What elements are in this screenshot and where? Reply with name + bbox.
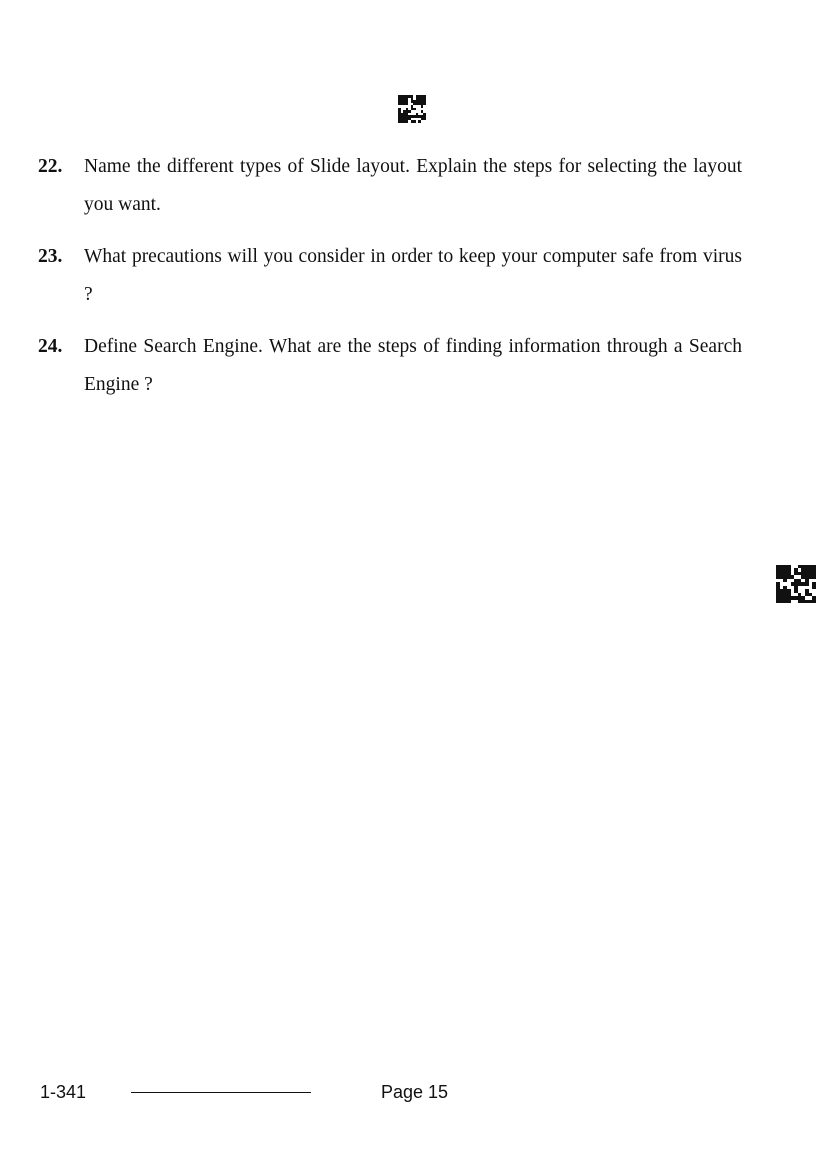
question-23 (38, 238, 742, 314)
question-22 (38, 148, 742, 224)
question-number: 23. (38, 246, 63, 267)
qr-module (812, 600, 816, 603)
paper-code: 1-341 (40, 1082, 87, 1102)
question-text: What precautions will you consider in order to keep your computer safe from virus ? (84, 246, 742, 305)
qr-code-icon (398, 95, 426, 123)
page-number: Page 15 (381, 1082, 449, 1102)
qr-module (423, 120, 426, 123)
question-number: 24. (38, 336, 63, 357)
question-text: Define Search Engine. What are the steps of finding information through a Search Engine ? (84, 336, 742, 395)
question-text: Name the different types of Slide layout. Explain the steps for selecting the layout you want. (84, 156, 742, 215)
qr-code-icon (776, 565, 816, 603)
question-24 (38, 328, 742, 404)
footer-divider (131, 1092, 311, 1093)
question-number: 22. (38, 156, 63, 177)
